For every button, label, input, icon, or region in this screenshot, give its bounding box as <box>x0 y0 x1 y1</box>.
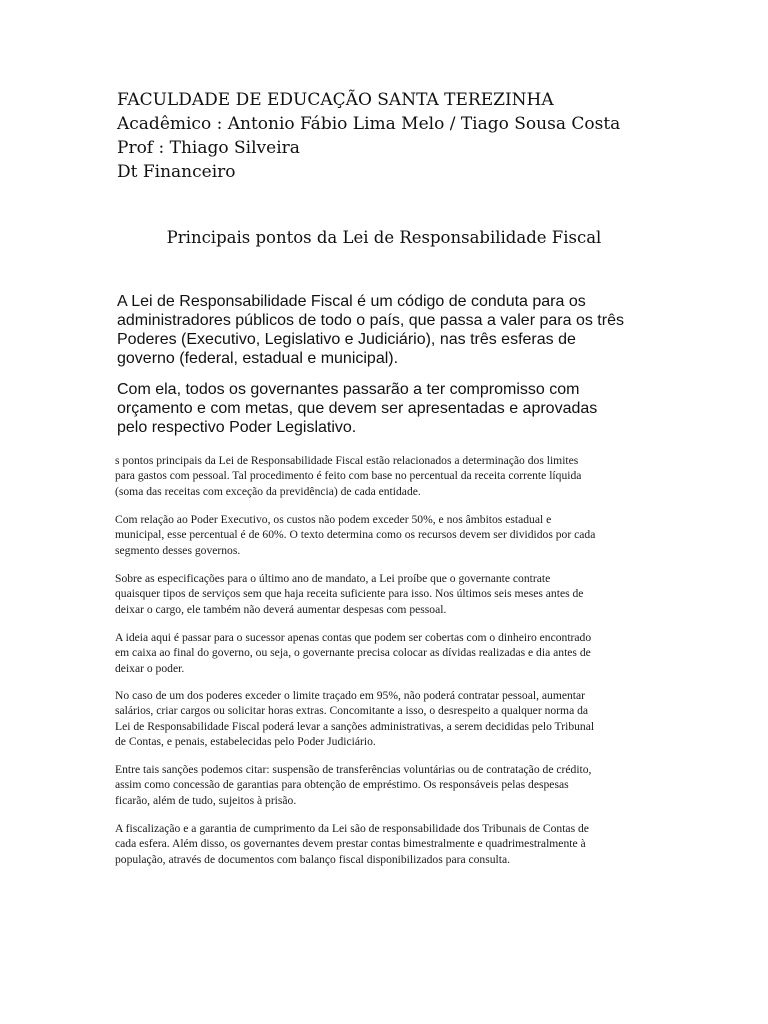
text-line: assim como concessão de garantias para obtenção de empréstimo. Os responsáveis pelas despesas <box>115 778 569 792</box>
text-line: A ideia aqui é passar para o sucessor apenas contas que podem ser cobertas com o dinheiro encontrado <box>115 631 592 644</box>
text-line: No caso de um dos poderes exceder o limite traçado em 95%, não poderá contratar pessoal, aumentar <box>115 689 586 702</box>
text-line: Poderes (Executivo, Legislativo e Judiciário), nas três esferas de <box>117 331 576 348</box>
text-line: pelo respectivo Poder Legislativo. <box>117 419 357 436</box>
body-paragraph-7 <box>115 821 675 867</box>
text-line: de Contas, e penais, estabelecidas pelo Poder Judiciário. <box>115 735 376 749</box>
body-paragraph-6 <box>115 762 675 808</box>
document-title: Principais pontos da Lei de Responsabilidade Fiscal <box>166 228 602 247</box>
text-line: Entre tais sanções podemos citar: suspensão de transferências voluntárias ou de contratação de crédito, <box>115 763 592 776</box>
text-line: (soma das receitas com exceção da previdência) de cada entidade. <box>115 484 421 498</box>
intro-paragraph-1 <box>117 292 657 368</box>
text-line: em caixa ao final do governo, ou seja, o governante precisa colocar as dívidas realizadas e dia antes de <box>115 646 591 660</box>
text-line: deixar o cargo, ele também não deverá aumentar despesas com pessoal. <box>115 602 447 616</box>
text-line: deixar o poder. <box>115 661 185 675</box>
student-names: Acadêmico : Antonio Fábio Lima Melo / Tiago Sousa Costa <box>117 114 621 134</box>
text-line: população, através de documentos com balanço fiscal disponibilizados para consulta. <box>115 852 511 866</box>
text-line: municipal, esse percentual é de 60%. O texto determina como os recursos devem ser divididos por cada <box>115 528 596 542</box>
text-line: A fiscalização e a garantia de cumprimento da Lei são de responsabilidade dos Tribunais de Contas de <box>115 822 589 835</box>
text-line: s pontos principais da Lei de Responsabilidade Fiscal estão relacionados a determinação dos limites <box>115 454 579 467</box>
body-paragraph-1 <box>115 453 675 499</box>
body-paragraph-5 <box>115 688 675 750</box>
text-line: ficarão, além de tudo, sujeitos à prisão. <box>115 793 297 807</box>
text-line: Lei de Responsabilidade Fiscal poderá levar a sanções administrativas, a serem decididas pelo Tribunal <box>115 719 595 733</box>
text-line: Com ela, todos os governantes passarão a ter compromisso com <box>117 381 580 398</box>
text-line: orçamento e com metas, que devem ser apresentadas e aprovadas <box>117 400 598 417</box>
text-line: cada esfera. Além disso, os governantes devem prestar contas bimestralmente e quadrimestralmente à <box>115 837 586 851</box>
professor-name: Prof : Thiago Silveira <box>117 138 300 158</box>
text-line: segmento desses governos. <box>115 543 241 557</box>
text-line: A Lei de Responsabilidade Fiscal é um código de conduta para os <box>117 293 586 310</box>
text-line: salários, criar cargos ou solicitar horas extras. Concomitante a isso, o desrespeito a qualquer norma da <box>115 704 589 718</box>
text-line: governo (federal, estadual e municipal). <box>117 350 399 367</box>
document-header <box>117 88 717 184</box>
text-line: quaisquer tipos de serviços sem que haja receita suficiente para isso. Nos últimos seis meses antes de <box>115 587 584 601</box>
body-paragraph-3 <box>115 571 675 617</box>
body-paragraph-4 <box>115 630 675 676</box>
text-line: para gastos com pessoal. Tal procedimento é feito com base no percentual da receita corrente líquida <box>115 469 582 483</box>
body-paragraph-2 <box>115 512 675 558</box>
institution-name: FACULDADE DE EDUCAÇÃO SANTA TEREZINHA <box>117 90 554 110</box>
subject-name: Dt Financeiro <box>117 162 236 182</box>
text-line: Com relação ao Poder Executivo, os custos não podem exceder 50%, e nos âmbitos estadual e <box>115 513 552 526</box>
text-line: Sobre as especificações para o último ano de mandato, a Lei proíbe que o governante contrate <box>115 572 551 585</box>
text-line: administradores públicos de todo o país, que passa a valer para os três <box>117 312 624 329</box>
intro-paragraph-2 <box>117 380 657 437</box>
